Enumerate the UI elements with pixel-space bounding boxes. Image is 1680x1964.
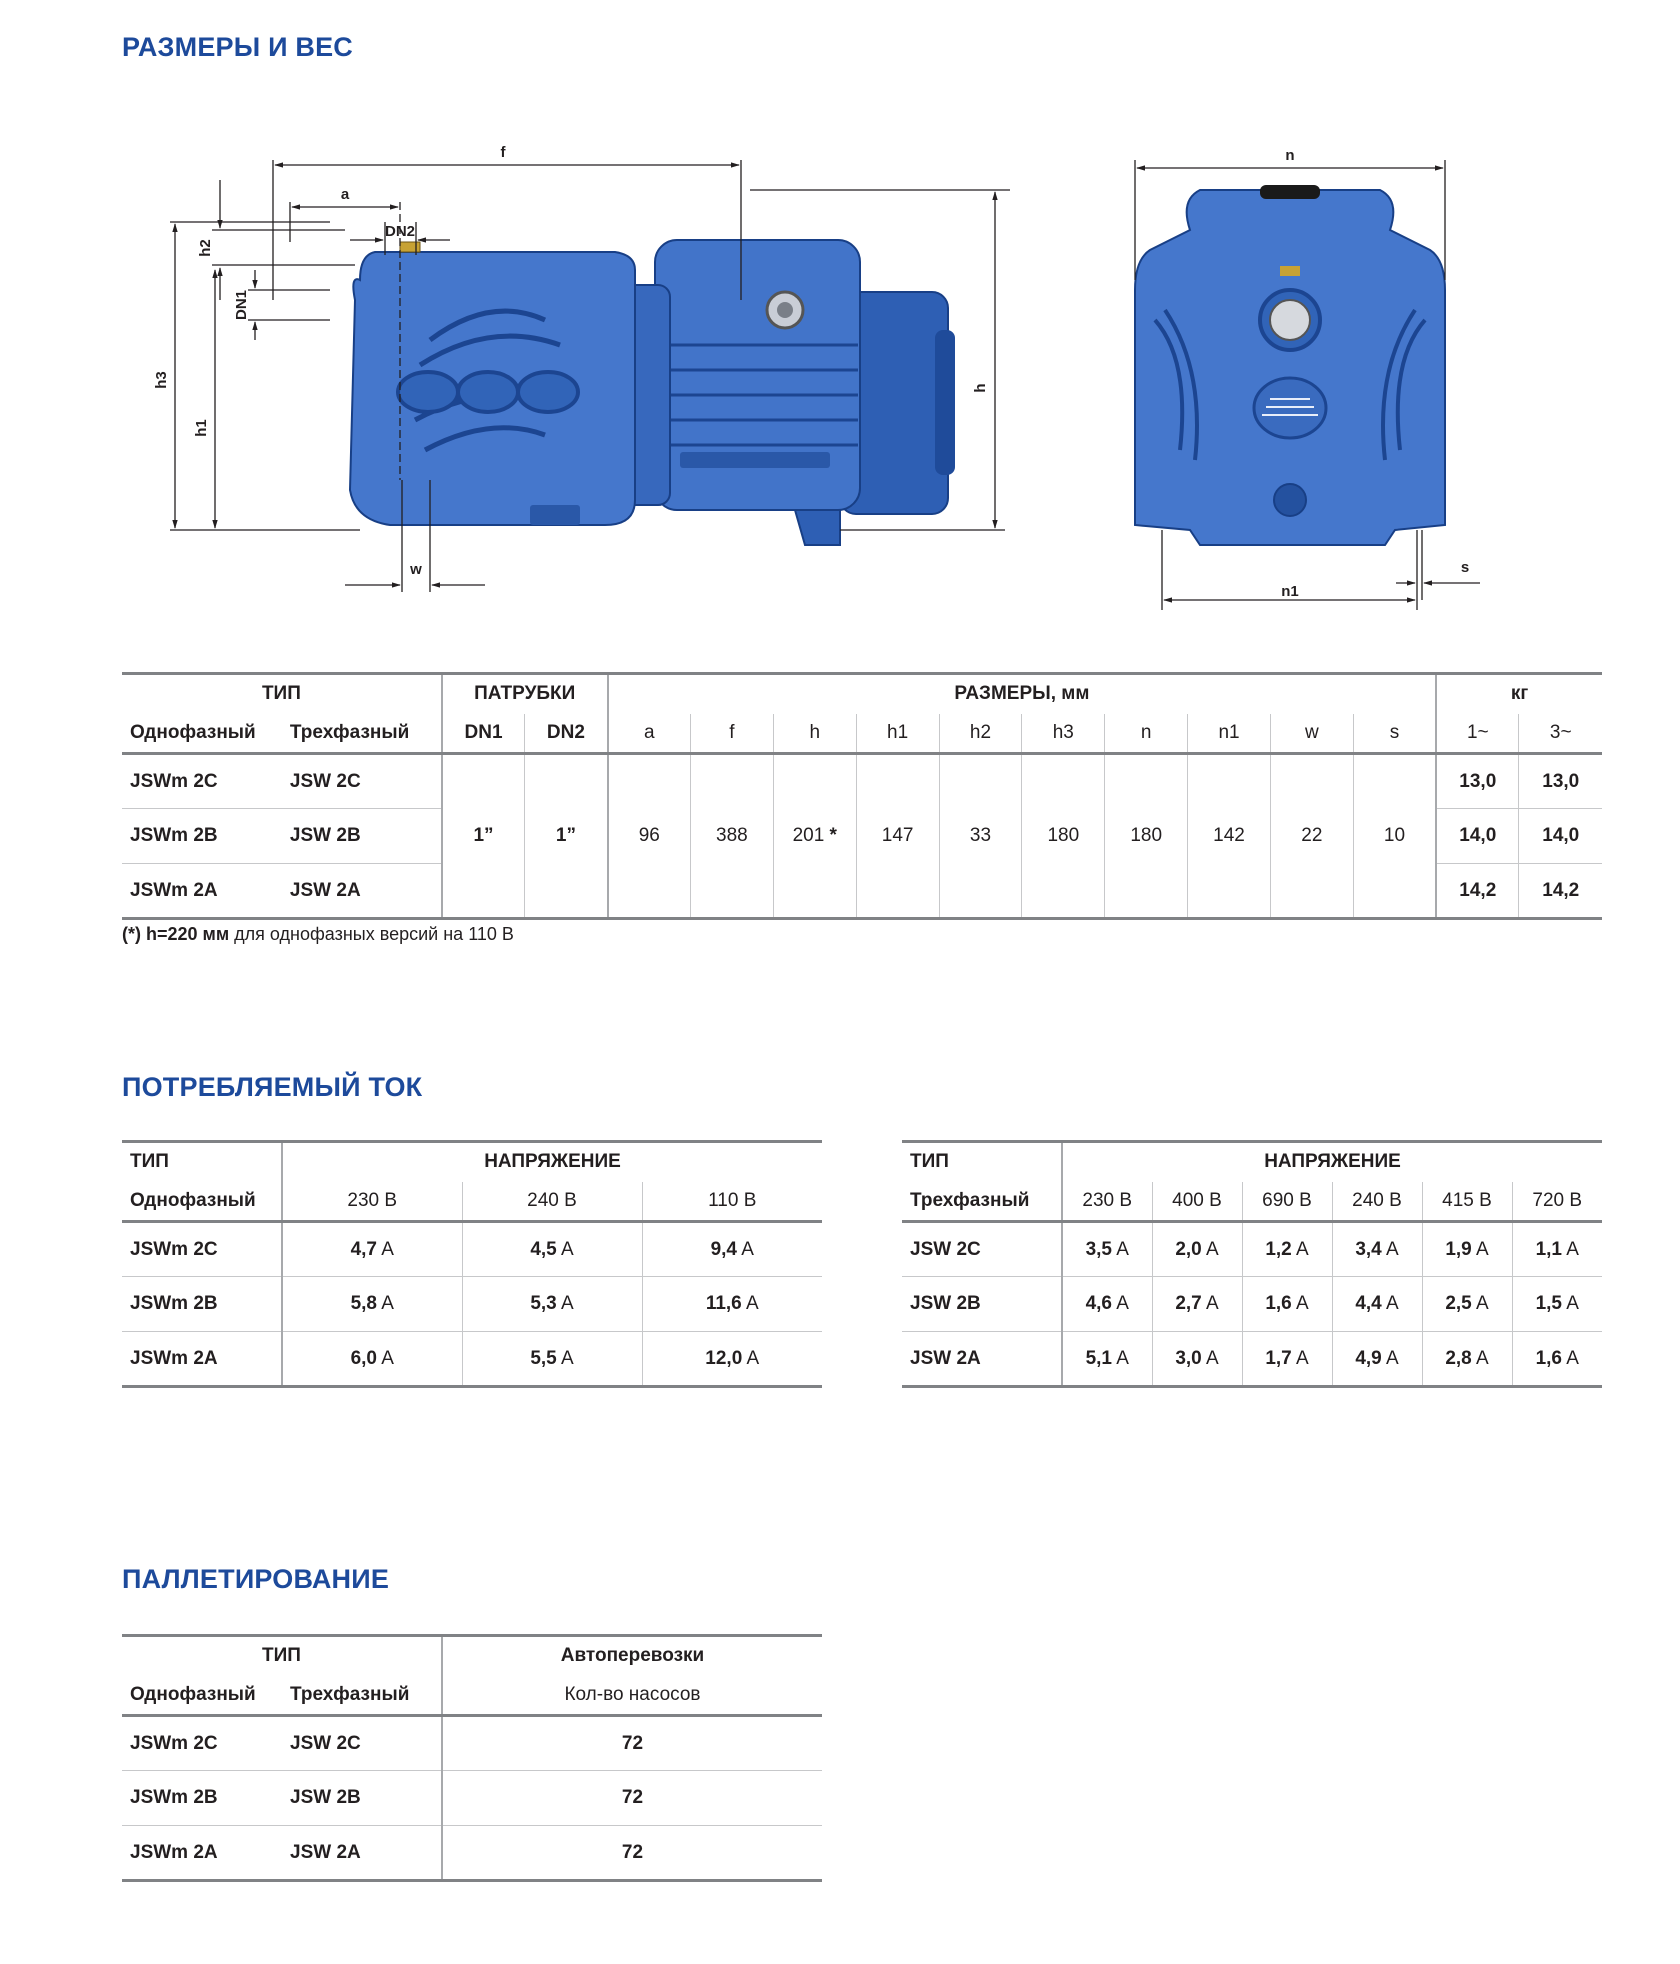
- model-single: JSWm 2B: [122, 809, 282, 864]
- value-dn2: 1”: [525, 754, 608, 919]
- weight-1phase: 13,0: [1436, 754, 1519, 809]
- current-value: 4,6: [1085, 1293, 1112, 1314]
- model-single: JSWm 2A: [122, 1826, 282, 1881]
- value-h3: 180: [1022, 754, 1105, 919]
- model-single: JSWm 2C: [122, 754, 282, 809]
- value-h1: 147: [856, 754, 939, 919]
- current-unit: A: [1295, 1347, 1309, 1369]
- current-cell: [1152, 1222, 1242, 1277]
- dim-label-h: h: [972, 383, 989, 393]
- current-unit: A: [1116, 1238, 1129, 1260]
- current-value: 1,2: [1265, 1238, 1292, 1260]
- current-unit: A: [381, 1347, 394, 1369]
- current-value: 2,0: [1175, 1238, 1202, 1260]
- value-f: 388: [690, 754, 773, 919]
- subheader-single-phase: Однофазный: [122, 1182, 282, 1222]
- dim-label-dn2: DN2: [384, 223, 416, 240]
- model-three: JSW 2C: [282, 754, 442, 809]
- voltage-690: 690 В: [1242, 1182, 1332, 1222]
- table-row: [902, 1332, 1602, 1387]
- current-unit: A: [1295, 1293, 1309, 1314]
- pallet-table: [122, 1634, 822, 1882]
- dim-label-h1: h1: [193, 419, 210, 437]
- subheader-quantity: Кол-во насосов: [442, 1676, 822, 1716]
- dim-label-s: s: [1460, 559, 1470, 576]
- current-value: 3,4: [1355, 1238, 1382, 1260]
- subheader-n1: n1: [1188, 714, 1271, 754]
- model: JSW 2A: [902, 1332, 1062, 1387]
- current-cell: [282, 1332, 462, 1387]
- current-unit: A: [1116, 1347, 1129, 1369]
- subheader-single-phase: Однофазный: [122, 1676, 282, 1716]
- dimensions-table: [122, 672, 1602, 920]
- current-cell: [1512, 1277, 1602, 1332]
- voltage-240: 240 В: [1332, 1182, 1422, 1222]
- dim-label-h2: h2: [197, 239, 214, 257]
- current-value: 5,8: [350, 1293, 377, 1314]
- dim-label-h3: h3: [153, 371, 170, 389]
- current-cell: [282, 1277, 462, 1332]
- current-unit: A: [560, 1347, 574, 1369]
- current-value: 2,5: [1445, 1293, 1472, 1314]
- current-cell: [462, 1222, 642, 1277]
- model: JSW 2C: [902, 1222, 1062, 1277]
- model: JSWm 2B: [122, 1277, 282, 1332]
- current-unit: A: [560, 1238, 574, 1260]
- current-unit: A: [746, 1347, 760, 1369]
- table-row: [902, 1222, 1602, 1277]
- current-unit: A: [1116, 1293, 1129, 1314]
- current-cell: [642, 1222, 822, 1277]
- dim-label-n: n: [1285, 147, 1295, 164]
- section-title-current: ПОТРЕБЛЯЕМЫЙ ТОК: [122, 1072, 423, 1102]
- current-value: 4,7: [350, 1238, 377, 1260]
- value-s: 10: [1353, 754, 1436, 919]
- footnote-prefix: (*): [122, 924, 146, 944]
- current-value: 9,4: [710, 1238, 737, 1260]
- pump-quantity: 72: [442, 1716, 822, 1771]
- voltage-230: 230 В: [1062, 1182, 1152, 1222]
- pump-front-view: [1135, 185, 1445, 545]
- pump-quantity: 72: [442, 1826, 822, 1881]
- current-cell: [642, 1332, 822, 1387]
- current-unit: A: [1566, 1293, 1579, 1314]
- header-type: ТИП: [122, 1142, 282, 1182]
- table-row: [122, 1222, 822, 1277]
- current-cell: [1152, 1277, 1242, 1332]
- table-row: [122, 1332, 822, 1387]
- model-three: JSW 2C: [282, 1716, 442, 1771]
- voltage-230: 230 В: [282, 1182, 462, 1222]
- current-value: 5,3: [530, 1293, 557, 1314]
- subheader-h3: h3: [1022, 714, 1105, 754]
- section-title-dimensions: РАЗМЕРЫ И ВЕС: [122, 32, 354, 62]
- model-three: JSW 2A: [282, 1826, 442, 1881]
- current-cell: [1062, 1332, 1152, 1387]
- pump-quantity: 72: [442, 1771, 822, 1826]
- current-unit: A: [1566, 1238, 1579, 1260]
- current-unit: A: [1205, 1293, 1219, 1314]
- current-value: 1,1: [1535, 1238, 1562, 1260]
- current-cell: [1242, 1222, 1332, 1277]
- table-row: [122, 1826, 822, 1881]
- current-unit: A: [1205, 1347, 1219, 1369]
- header-transport: Автоперевозки: [560, 1645, 705, 1667]
- footnote-bold: h=220 мм: [146, 924, 230, 944]
- value-a: 96: [608, 754, 691, 919]
- dim-label-a: a: [340, 186, 350, 203]
- current-unit: A: [1475, 1238, 1489, 1260]
- subheader-w: w: [1270, 714, 1353, 754]
- current-unit: A: [1566, 1347, 1579, 1369]
- subheader-kg-3phase: 3~: [1519, 714, 1602, 754]
- current-unit: A: [560, 1293, 574, 1314]
- header-sizes: РАЗМЕРЫ, мм: [608, 674, 1436, 714]
- current-unit: A: [745, 1293, 759, 1314]
- current-unit: A: [381, 1293, 394, 1314]
- current-value: 4,9: [1355, 1347, 1382, 1369]
- voltage-415: 415 В: [1422, 1182, 1512, 1222]
- model-three: JSW 2A: [282, 864, 442, 919]
- weight-1phase: 14,0: [1436, 809, 1519, 864]
- current-value: 4,5: [530, 1238, 557, 1260]
- current-unit: A: [1205, 1238, 1219, 1260]
- dim-label-f: f: [500, 144, 506, 161]
- current-single-phase-table: [122, 1140, 822, 1388]
- current-cell: [1062, 1277, 1152, 1332]
- current-value: 12,0: [705, 1347, 743, 1369]
- header-type: ТИП: [122, 1636, 442, 1676]
- model-three: JSW 2B: [282, 1771, 442, 1826]
- current-value: 11,6: [705, 1293, 742, 1314]
- current-cell: [462, 1277, 642, 1332]
- current-unit: A: [1475, 1293, 1489, 1314]
- current-value: 2,7: [1175, 1293, 1202, 1314]
- current-unit: A: [381, 1238, 394, 1260]
- footnote: [122, 924, 514, 945]
- value-n1: 142: [1188, 754, 1271, 919]
- current-value: 1,7: [1265, 1347, 1292, 1369]
- table-row: [122, 754, 1602, 809]
- model: JSW 2B: [902, 1277, 1062, 1332]
- pump-drawing: [153, 130, 1530, 630]
- current-cell: [1512, 1222, 1602, 1277]
- subheader-single-phase: Однофазный: [122, 714, 282, 754]
- current-three-phase-table: [902, 1140, 1602, 1388]
- current-cell: [1152, 1332, 1242, 1387]
- subheader-f: f: [690, 714, 773, 754]
- value-n: 180: [1105, 754, 1188, 919]
- subheader-three-phase: Трехфазный: [282, 714, 442, 754]
- voltage-240: 240 В: [462, 1182, 642, 1222]
- voltage-720: 720 В: [1512, 1182, 1602, 1222]
- table-row: [122, 1716, 822, 1771]
- current-value: 4,4: [1355, 1293, 1382, 1314]
- footnote-text: для однофазных версий на 110 В: [229, 924, 514, 944]
- header-ports: ПАТРУБКИ: [442, 674, 608, 714]
- header-type: ТИП: [122, 674, 442, 714]
- current-unit: A: [1385, 1347, 1399, 1369]
- subheader-three-phase: Трехфазный: [282, 1676, 442, 1716]
- current-cell: [1062, 1222, 1152, 1277]
- subheader-dn2: DN2: [525, 714, 608, 754]
- current-value: 3,0: [1175, 1347, 1202, 1369]
- table-row: [902, 1277, 1602, 1332]
- value-w: 22: [1270, 754, 1353, 919]
- subheader-n: n: [1105, 714, 1188, 754]
- model-single: JSWm 2B: [122, 1771, 282, 1826]
- section-title-pallet: ПАЛЛЕТИРОВАНИЕ: [122, 1564, 390, 1594]
- weight-3phase: 13,0: [1519, 754, 1602, 809]
- model: JSWm 2A: [122, 1332, 282, 1387]
- header-voltage: НАПРЯЖЕНИЕ: [1264, 1151, 1401, 1173]
- subheader-h1: h1: [856, 714, 939, 754]
- current-cell: [1242, 1277, 1332, 1332]
- subheader-kg-1phase: 1~: [1436, 714, 1519, 754]
- current-value: 6,0: [350, 1347, 377, 1369]
- voltage-110: 110 В: [642, 1182, 822, 1222]
- header-voltage: НАПРЯЖЕНИЕ: [484, 1151, 621, 1173]
- model: JSWm 2C: [122, 1222, 282, 1277]
- voltage-400: 400 В: [1152, 1182, 1242, 1222]
- current-cell: [1422, 1277, 1512, 1332]
- value-dn1: 1”: [442, 754, 525, 919]
- current-cell: [1242, 1332, 1332, 1387]
- dim-label-w: w: [410, 561, 422, 578]
- current-value: 1,9: [1445, 1238, 1472, 1260]
- model-single: JSWm 2C: [122, 1716, 282, 1771]
- value-h-cell: [773, 754, 856, 919]
- current-value: 1,6: [1535, 1347, 1562, 1369]
- current-unit: A: [741, 1238, 754, 1260]
- subheader-s: s: [1353, 714, 1436, 754]
- current-cell: [1332, 1277, 1422, 1332]
- current-value: 5,1: [1085, 1347, 1112, 1369]
- current-unit: A: [1385, 1238, 1399, 1260]
- current-value: 5,5: [530, 1347, 557, 1369]
- subheader-dn1: DN1: [442, 714, 525, 754]
- current-cell: [1512, 1332, 1602, 1387]
- header-type: ТИП: [902, 1142, 1062, 1182]
- current-unit: A: [1385, 1293, 1399, 1314]
- weight-3phase: 14,0: [1519, 809, 1602, 864]
- current-cell: [1422, 1222, 1512, 1277]
- current-value: 3,5: [1085, 1238, 1112, 1260]
- table-row: [122, 1277, 822, 1332]
- subheader-three-phase: Трехфазный: [902, 1182, 1062, 1222]
- current-unit: A: [1295, 1238, 1309, 1260]
- current-unit: A: [1475, 1347, 1489, 1369]
- current-value: 1,5: [1535, 1293, 1562, 1314]
- value-h-star: *: [829, 825, 837, 846]
- model-three: JSW 2B: [282, 809, 442, 864]
- current-value: 2,8: [1445, 1347, 1472, 1369]
- subheader-a: a: [608, 714, 691, 754]
- weight-3phase: 14,2: [1519, 864, 1602, 919]
- dim-label-n1: n1: [1281, 583, 1299, 600]
- current-cell: [642, 1277, 822, 1332]
- current-cell: [282, 1222, 462, 1277]
- pump-drawing-svg: [153, 130, 1530, 630]
- current-cell: [462, 1332, 642, 1387]
- table-row: [122, 1771, 822, 1826]
- subheader-h: h: [773, 714, 856, 754]
- model-single: JSWm 2A: [122, 864, 282, 919]
- current-value: 1,6: [1265, 1293, 1292, 1314]
- value-h: 201: [792, 825, 825, 846]
- weight-1phase: 14,2: [1436, 864, 1519, 919]
- dim-label-dn1: DN1: [233, 289, 250, 321]
- current-cell: [1332, 1332, 1422, 1387]
- header-weight: кг: [1510, 683, 1529, 705]
- value-h2: 33: [939, 754, 1022, 919]
- pump-side-view: [350, 240, 955, 545]
- current-cell: [1332, 1222, 1422, 1277]
- subheader-h2: h2: [939, 714, 1022, 754]
- current-cell: [1422, 1332, 1512, 1387]
